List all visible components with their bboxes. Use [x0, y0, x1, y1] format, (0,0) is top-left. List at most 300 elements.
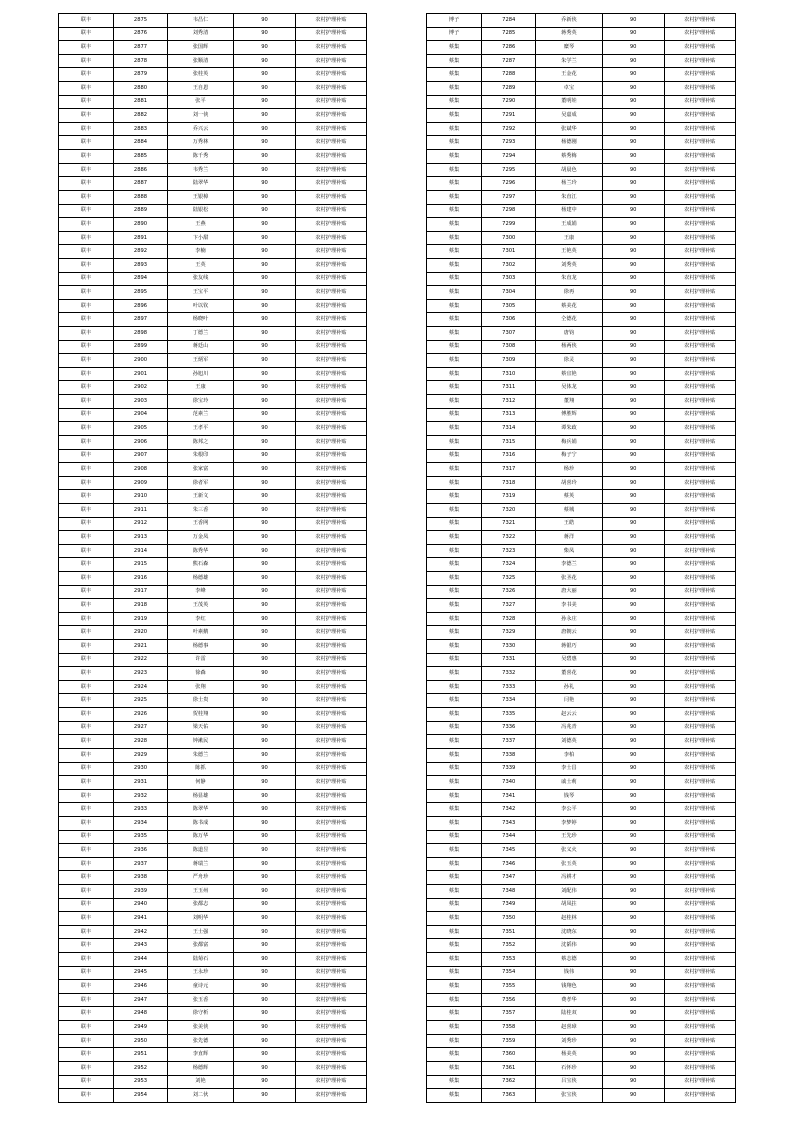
serial-number-cell: 2895 [114, 286, 168, 300]
table-row [427, 626, 736, 640]
amount-cell: 90 [602, 449, 664, 463]
table-row [427, 395, 736, 409]
subsidy-type-cell: 农村护理补贴 [296, 272, 367, 286]
name-cell: 刘秀珍 [536, 1034, 602, 1048]
village-cell: 联丰 [59, 1075, 114, 1089]
table-row [427, 1089, 736, 1103]
village-cell: 蔡集 [427, 599, 482, 613]
village-cell: 联丰 [59, 395, 114, 409]
village-cell: 蔡集 [427, 993, 482, 1007]
name-cell: 丁德兰 [168, 327, 234, 341]
table-row [59, 721, 367, 735]
serial-number-cell: 7310 [482, 367, 536, 381]
subsidy-type-cell: 农村护理补贴 [664, 408, 735, 422]
name-cell: 杨珍 [536, 463, 602, 477]
amount-cell: 90 [234, 844, 296, 858]
subsidy-type-cell: 农村护理补贴 [664, 490, 735, 504]
name-cell: 蔡美花 [536, 299, 602, 313]
village-cell: 蔡集 [427, 503, 482, 517]
amount-cell: 90 [234, 1021, 296, 1035]
subsidy-type-cell: 农村护理补贴 [664, 422, 735, 436]
subsidy-type-cell: 农村护理补贴 [664, 1075, 735, 1089]
name-cell: 刘一侠 [168, 109, 234, 123]
serial-number-cell: 7303 [482, 272, 536, 286]
amount-cell: 90 [602, 571, 664, 585]
table-row [427, 517, 736, 531]
serial-number-cell: 7359 [482, 1034, 536, 1048]
table-row [427, 122, 736, 136]
amount-cell: 90 [602, 721, 664, 735]
name-cell: 赵喜璋 [536, 1021, 602, 1035]
village-cell: 博子 [427, 14, 482, 28]
village-cell: 蔡集 [427, 571, 482, 585]
village-cell: 联丰 [59, 476, 114, 490]
name-cell: 叶素鹅 [168, 626, 234, 640]
table-row [427, 1007, 736, 1021]
table-row [59, 830, 367, 844]
village-cell: 蔡集 [427, 585, 482, 599]
amount-cell: 90 [602, 953, 664, 967]
serial-number-cell: 7340 [482, 776, 536, 790]
amount-cell: 90 [234, 571, 296, 585]
serial-number-cell: 7317 [482, 463, 536, 477]
subsidy-type-cell: 农村护理补贴 [664, 204, 735, 218]
village-cell: 蔡集 [427, 653, 482, 667]
table-row [427, 694, 736, 708]
subsidy-type-cell: 农村护理补贴 [296, 1089, 367, 1103]
table-row [427, 327, 736, 341]
name-cell: 王皓 [536, 517, 602, 531]
name-cell: 张顺清 [168, 54, 234, 68]
village-cell: 联丰 [59, 1061, 114, 1075]
table-row [59, 177, 367, 191]
table-row [59, 245, 367, 259]
subsidy-type-cell: 农村护理补贴 [664, 449, 735, 463]
serial-number-cell: 7297 [482, 190, 536, 204]
amount-cell: 90 [234, 816, 296, 830]
name-cell: 刘明华 [168, 912, 234, 926]
amount-cell: 90 [602, 422, 664, 436]
village-cell: 联丰 [59, 122, 114, 136]
amount-cell: 90 [602, 245, 664, 259]
serial-number-cell: 2879 [114, 68, 168, 82]
table-row [59, 272, 367, 286]
subsidy-type-cell: 农村护理补贴 [296, 1007, 367, 1021]
subsidy-type-cell: 农村护理补贴 [296, 408, 367, 422]
subsidy-type-cell: 农村护理补贴 [296, 231, 367, 245]
amount-cell: 90 [234, 694, 296, 708]
serial-number-cell: 2910 [114, 490, 168, 504]
village-cell: 联丰 [59, 245, 114, 259]
amount-cell: 90 [234, 286, 296, 300]
name-cell: 梁天佑 [168, 721, 234, 735]
village-cell: 联丰 [59, 272, 114, 286]
serial-number-cell: 7326 [482, 585, 536, 599]
subsidy-type-cell: 农村护理补贴 [664, 789, 735, 803]
serial-number-cell: 7334 [482, 694, 536, 708]
serial-number-cell: 2917 [114, 585, 168, 599]
village-cell: 联丰 [59, 354, 114, 368]
village-cell: 蔡集 [427, 354, 482, 368]
amount-cell: 90 [234, 218, 296, 232]
serial-number-cell: 2947 [114, 993, 168, 1007]
amount-cell: 90 [234, 653, 296, 667]
amount-cell: 90 [602, 150, 664, 164]
table-row [59, 871, 367, 885]
amount-cell: 90 [602, 95, 664, 109]
amount-cell: 90 [602, 871, 664, 885]
table-row [59, 680, 367, 694]
amount-cell: 90 [602, 14, 664, 28]
village-cell: 联丰 [59, 762, 114, 776]
serial-number-cell: 2911 [114, 503, 168, 517]
village-cell: 联丰 [59, 435, 114, 449]
amount-cell: 90 [602, 177, 664, 191]
table-row [59, 490, 367, 504]
name-cell: 蔡城 [536, 503, 602, 517]
subsidy-type-cell: 农村护理补贴 [296, 531, 367, 545]
subsidy-type-cell: 农村护理补贴 [664, 558, 735, 572]
table-row [427, 109, 736, 123]
village-cell: 联丰 [59, 1089, 114, 1103]
table-row [427, 953, 736, 967]
name-cell: 王永珍 [168, 966, 234, 980]
table-row [427, 735, 736, 749]
amount-cell: 90 [602, 830, 664, 844]
serial-number-cell: 2938 [114, 871, 168, 885]
name-cell: 王成娟 [536, 218, 602, 232]
name-cell: 徐守析 [168, 1007, 234, 1021]
name-cell: 杨德辉 [168, 1061, 234, 1075]
table-row [427, 190, 736, 204]
subsidy-type-cell: 农村护理补贴 [296, 82, 367, 96]
village-cell: 联丰 [59, 1007, 114, 1021]
village-cell: 蔡集 [427, 190, 482, 204]
subsidy-type-cell: 农村护理补贴 [296, 476, 367, 490]
table-row [427, 640, 736, 654]
amount-cell: 90 [234, 340, 296, 354]
serial-number-cell: 2922 [114, 653, 168, 667]
table-row [59, 748, 367, 762]
serial-number-cell: 2945 [114, 966, 168, 980]
table-row [59, 667, 367, 681]
name-cell: 陆翠华 [168, 177, 234, 191]
table-row [427, 966, 736, 980]
serial-number-cell: 2952 [114, 1061, 168, 1075]
subsidy-type-cell: 农村护理补贴 [296, 966, 367, 980]
table-row [59, 313, 367, 327]
village-cell: 蔡集 [427, 177, 482, 191]
name-cell: 董喜花 [536, 667, 602, 681]
subsidy-type-cell: 农村护理补贴 [664, 762, 735, 776]
serial-number-cell: 2909 [114, 476, 168, 490]
amount-cell: 90 [234, 776, 296, 790]
village-cell: 蔡集 [427, 871, 482, 885]
serial-number-cell: 2908 [114, 463, 168, 477]
serial-number-cell: 7308 [482, 340, 536, 354]
village-cell: 联丰 [59, 912, 114, 926]
village-cell: 联丰 [59, 667, 114, 681]
table-row [427, 653, 736, 667]
serial-number-cell: 2915 [114, 558, 168, 572]
table-row [427, 544, 736, 558]
subsidy-type-cell: 农村护理补贴 [664, 327, 735, 341]
serial-number-cell: 7356 [482, 993, 536, 1007]
table-row [427, 367, 736, 381]
amount-cell: 90 [602, 748, 664, 762]
name-cell: 孙旭川 [168, 367, 234, 381]
serial-number-cell: 2881 [114, 95, 168, 109]
table-row [427, 667, 736, 681]
name-cell: 陈千秀 [168, 150, 234, 164]
table-row [59, 395, 367, 409]
amount-cell: 90 [602, 299, 664, 313]
table-row [59, 14, 367, 28]
name-cell: 王孝平 [168, 422, 234, 436]
village-cell: 蔡集 [427, 912, 482, 926]
subsidy-type-cell: 农村护理补贴 [664, 95, 735, 109]
name-cell: 王银樟 [168, 190, 234, 204]
subsidy-type-cell: 农村护理补贴 [664, 517, 735, 531]
amount-cell: 90 [234, 367, 296, 381]
table-row [59, 857, 367, 871]
subsidy-type-cell: 农村护理补贴 [664, 694, 735, 708]
subsidy-type-cell: 农村护理补贴 [296, 667, 367, 681]
village-cell: 联丰 [59, 571, 114, 585]
serial-number-cell: 7339 [482, 762, 536, 776]
table-row [427, 476, 736, 490]
table-row [59, 435, 367, 449]
village-cell: 联丰 [59, 1021, 114, 1035]
name-cell: 蒋银巧 [536, 640, 602, 654]
amount-cell: 90 [234, 109, 296, 123]
name-cell: 杨兰玲 [536, 177, 602, 191]
serial-number-cell: 2889 [114, 204, 168, 218]
name-cell: 张玉英 [536, 857, 602, 871]
village-cell: 蔡集 [427, 122, 482, 136]
name-cell: 杨德刚 [536, 136, 602, 150]
name-cell: 张宝侠 [536, 1089, 602, 1103]
table-row [427, 912, 736, 926]
village-cell: 联丰 [59, 68, 114, 82]
serial-number-cell: 7316 [482, 449, 536, 463]
amount-cell: 90 [234, 299, 296, 313]
village-cell: 蔡集 [427, 735, 482, 749]
amount-cell: 90 [602, 1048, 664, 1062]
subsidy-type-cell: 农村护理补贴 [296, 830, 367, 844]
table-row [59, 694, 367, 708]
village-cell: 联丰 [59, 422, 114, 436]
table-row [427, 68, 736, 82]
subsidy-type-cell: 农村护理补贴 [664, 776, 735, 790]
table-row [59, 41, 367, 55]
serial-number-cell: 7350 [482, 912, 536, 926]
name-cell: 梅兵娟 [536, 435, 602, 449]
village-cell: 联丰 [59, 204, 114, 218]
name-cell: 董翔 [536, 395, 602, 409]
serial-number-cell: 2900 [114, 354, 168, 368]
subsidy-type-cell: 农村护理补贴 [664, 748, 735, 762]
table-row [59, 980, 367, 994]
amount-cell: 90 [234, 544, 296, 558]
table-row [59, 653, 367, 667]
amount-cell: 90 [234, 503, 296, 517]
table-row [427, 150, 736, 164]
amount-cell: 90 [234, 190, 296, 204]
right-table-body [427, 14, 736, 1103]
subsidy-type-cell: 农村护理补贴 [296, 367, 367, 381]
subsidy-type-cell: 农村护理补贴 [664, 531, 735, 545]
amount-cell: 90 [602, 313, 664, 327]
village-cell: 蔡集 [427, 136, 482, 150]
name-cell: 胡喜玲 [536, 476, 602, 490]
village-cell: 蔡集 [427, 68, 482, 82]
name-cell: 费孝华 [536, 993, 602, 1007]
table-row [59, 640, 367, 654]
subsidy-type-cell: 农村护理补贴 [664, 993, 735, 1007]
village-cell: 联丰 [59, 163, 114, 177]
subsidy-type-cell: 农村护理补贴 [664, 1007, 735, 1021]
name-cell: 乔新侠 [536, 14, 602, 28]
table-row [427, 708, 736, 722]
village-cell: 蔡集 [427, 680, 482, 694]
village-cell: 蔡集 [427, 435, 482, 449]
village-cell: 蔡集 [427, 816, 482, 830]
table-row [59, 340, 367, 354]
village-cell: 联丰 [59, 844, 114, 858]
subsidy-type-cell: 农村护理补贴 [664, 218, 735, 232]
name-cell: 张美侠 [168, 1021, 234, 1035]
amount-cell: 90 [602, 122, 664, 136]
amount-cell: 90 [234, 939, 296, 953]
table-row [427, 680, 736, 694]
village-cell: 联丰 [59, 327, 114, 341]
serial-number-cell: 2888 [114, 190, 168, 204]
subsidy-type-cell: 农村护理补贴 [296, 41, 367, 55]
table-row [427, 993, 736, 1007]
name-cell: 陈秀华 [168, 544, 234, 558]
subsidy-type-cell: 农村护理补贴 [296, 1048, 367, 1062]
village-cell: 蔡集 [427, 327, 482, 341]
name-cell: 陈道昱 [168, 844, 234, 858]
name-cell: 吴嘉成 [536, 109, 602, 123]
table-row [427, 789, 736, 803]
village-cell: 蔡集 [427, 218, 482, 232]
table-row [427, 286, 736, 300]
village-cell: 蔡集 [427, 245, 482, 259]
serial-number-cell: 2931 [114, 776, 168, 790]
village-cell: 蔡集 [427, 626, 482, 640]
subsidy-type-cell: 农村护理补贴 [664, 953, 735, 967]
subsidy-type-cell: 农村护理补贴 [664, 939, 735, 953]
name-cell: 蔡英 [536, 490, 602, 504]
subsidy-type-cell: 农村护理补贴 [296, 177, 367, 191]
name-cell: 蒋秀英 [536, 27, 602, 41]
table-row [427, 299, 736, 313]
subsidy-type-cell: 农村护理补贴 [664, 667, 735, 681]
subsidy-type-cell: 农村护理补贴 [664, 544, 735, 558]
amount-cell: 90 [234, 1034, 296, 1048]
amount-cell: 90 [234, 558, 296, 572]
name-cell: 张平 [168, 95, 234, 109]
village-cell: 蔡集 [427, 544, 482, 558]
amount-cell: 90 [234, 245, 296, 259]
table-row [59, 258, 367, 272]
table-row [427, 1061, 736, 1075]
table-row [59, 286, 367, 300]
village-cell: 联丰 [59, 531, 114, 545]
subsidy-type-cell: 农村护理补贴 [296, 803, 367, 817]
village-cell: 蔡集 [427, 367, 482, 381]
amount-cell: 90 [234, 626, 296, 640]
village-cell: 联丰 [59, 653, 114, 667]
table-row [59, 190, 367, 204]
name-cell: 徐再 [536, 286, 602, 300]
amount-cell: 90 [234, 95, 296, 109]
name-cell: 王自恩 [168, 82, 234, 96]
village-cell: 联丰 [59, 1034, 114, 1048]
serial-number-cell: 2953 [114, 1075, 168, 1089]
village-cell: 联丰 [59, 789, 114, 803]
serial-number-cell: 2935 [114, 830, 168, 844]
amount-cell: 90 [602, 367, 664, 381]
amount-cell: 90 [602, 136, 664, 150]
subsidy-type-cell: 农村护理补贴 [296, 939, 367, 953]
subsidy-type-cell: 农村护理补贴 [296, 721, 367, 735]
name-cell: 许雷 [168, 653, 234, 667]
table-row [427, 354, 736, 368]
village-cell: 联丰 [59, 640, 114, 654]
village-cell: 蔡集 [427, 340, 482, 354]
table-row [59, 1021, 367, 1035]
village-cell: 联丰 [59, 136, 114, 150]
table-row [427, 871, 736, 885]
amount-cell: 90 [234, 54, 296, 68]
village-cell: 蔡集 [427, 109, 482, 123]
amount-cell: 90 [602, 735, 664, 749]
village-cell: 蔡集 [427, 286, 482, 300]
serial-number-cell: 2890 [114, 218, 168, 232]
village-cell: 蔡集 [427, 1034, 482, 1048]
amount-cell: 90 [602, 109, 664, 123]
serial-number-cell: 2875 [114, 14, 168, 28]
serial-number-cell: 2884 [114, 136, 168, 150]
name-cell: 陈万华 [168, 830, 234, 844]
subsidy-type-cell: 农村护理补贴 [296, 612, 367, 626]
serial-number-cell: 2928 [114, 735, 168, 749]
name-cell: 傅胜辉 [536, 408, 602, 422]
name-cell: 张桂英 [168, 68, 234, 82]
table-row [59, 762, 367, 776]
amount-cell: 90 [602, 980, 664, 994]
name-cell: 王宝平 [168, 286, 234, 300]
name-cell: 刘秀清 [168, 27, 234, 41]
name-cell: 万金凤 [168, 531, 234, 545]
amount-cell: 90 [602, 640, 664, 654]
village-cell: 蔡集 [427, 82, 482, 96]
village-cell: 蔡集 [427, 939, 482, 953]
table-row [427, 463, 736, 477]
table-row [59, 204, 367, 218]
table-row [59, 708, 367, 722]
table-row [59, 816, 367, 830]
name-cell: 蔡宜艳 [536, 367, 602, 381]
table-row [59, 299, 367, 313]
table-row [427, 612, 736, 626]
village-cell: 蔡集 [427, 95, 482, 109]
village-cell: 蔡集 [427, 844, 482, 858]
name-cell: 张翔 [168, 680, 234, 694]
